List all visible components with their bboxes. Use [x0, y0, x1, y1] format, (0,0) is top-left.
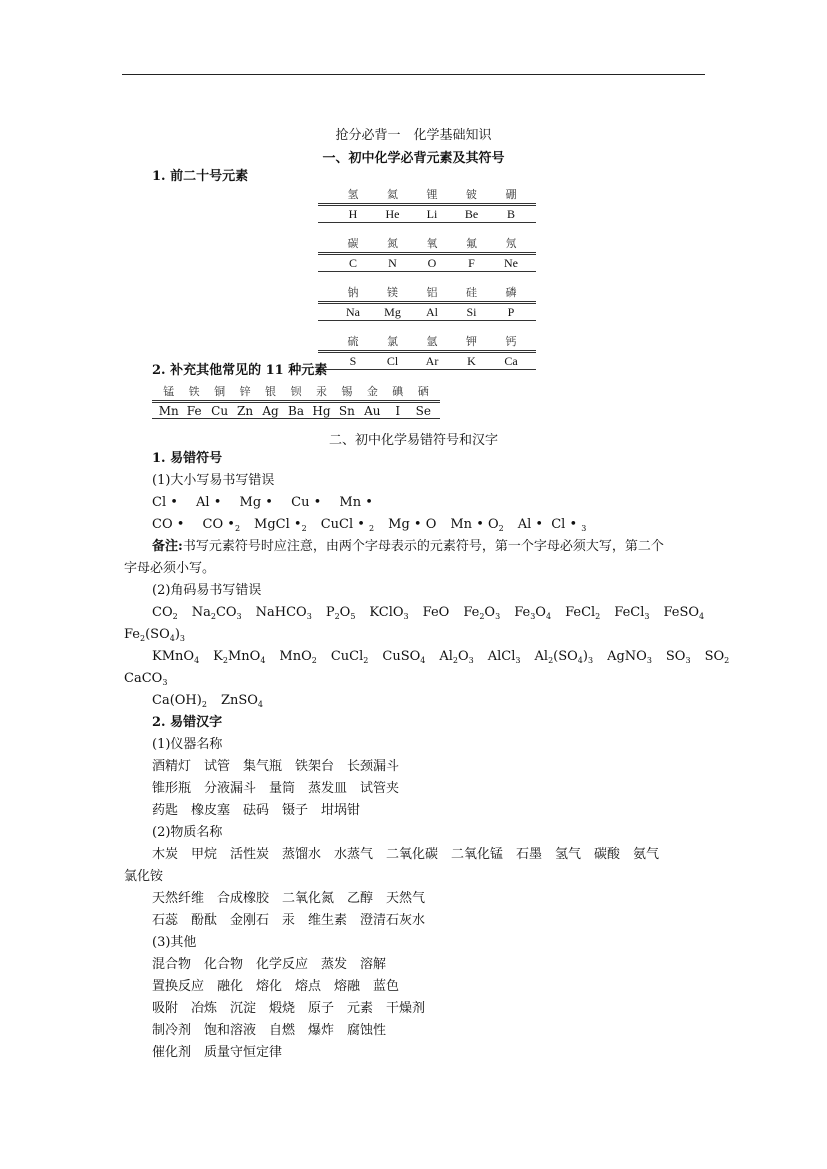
other-element-name: 银: [265, 385, 277, 398]
other-element-name: 钡: [290, 385, 302, 398]
element-name: 碳: [347, 237, 359, 250]
element-name: 氧: [426, 237, 438, 250]
other-element-symbol: Fe: [186, 404, 202, 418]
instruments-line: 酒精灯 试管 集气瓶 铁架台 长颈漏斗: [152, 759, 400, 774]
other-element-name: 汞: [315, 385, 327, 398]
element-symbol: Cl: [386, 354, 399, 368]
other-element-name: 金: [366, 385, 378, 398]
element-symbols-row: [318, 305, 536, 320]
page-title: 抢分必背一 化学基础知识: [335, 128, 492, 143]
substances-line: 石蕊 酚酞 金刚石 汞 维生素 澄清石灰水: [152, 913, 426, 928]
element-name: 硫: [347, 335, 359, 348]
section1-sub2: 2. 补充其他常见的 11 种元素: [152, 363, 328, 378]
element-symbol: S: [349, 354, 357, 368]
element-symbol: Ca: [504, 354, 518, 368]
element-names-row: [318, 186, 536, 202]
element-row-group: [318, 333, 536, 370]
element-row-group: [318, 235, 536, 272]
subscript-line-1b: $Fe_2(SO_4)_3$: [124, 627, 186, 643]
element-symbol: Al: [426, 305, 438, 319]
other-element-symbol: Ag: [262, 404, 279, 418]
substances-line: 天然纤维 合成橡胶 二氧化氮 乙醇 天然气: [152, 891, 426, 906]
case-errors-line-2: CO • CO $•_2$ MgCl $•_2$ CuCl • $_2$ Mg • O Mn • $O_2$ Al • Cl • $_3$: [152, 517, 587, 533]
element-symbol: C: [348, 256, 357, 270]
element-symbols-row: [318, 256, 536, 271]
element-symbols-row: [318, 207, 536, 222]
others-line: 制冷剂 饱和溶液 自燃 爆炸 腐蚀性: [152, 1023, 387, 1038]
others-line: 混合物 化合物 化学反应 蒸发 溶解: [152, 957, 387, 972]
other-element-name: 锰: [163, 385, 175, 398]
element-name: 锂: [426, 188, 438, 201]
element-symbol: Si: [466, 305, 477, 319]
element-name: 钾: [466, 335, 477, 348]
element-name: 氩: [426, 335, 438, 348]
element-symbol: Mg: [384, 305, 401, 319]
others-line: 吸附 冶炼 沉淀 煅烧 原子 元素 干燥剂: [152, 1001, 426, 1016]
element-row-group: [318, 186, 536, 223]
element-name: 硅: [466, 286, 477, 299]
element-table: [318, 186, 536, 370]
other-element-symbol: Se: [415, 404, 431, 418]
section1-title: 一、初中化学必背元素及其符号: [322, 151, 505, 166]
element-row-group: [318, 284, 536, 321]
other-elements-symbols: [152, 404, 440, 418]
other-element-symbol: Au: [364, 404, 381, 418]
other-element-name: 铜: [214, 385, 226, 398]
other-element-name: 碘: [392, 385, 404, 398]
element-name: 铍: [466, 188, 477, 201]
other-element-symbol: Cu: [211, 404, 229, 418]
section2-sub2: 2. 易错汉字: [152, 715, 223, 730]
section2-sub1: 1. 易错符号: [152, 451, 223, 466]
element-names-row: [318, 284, 536, 300]
element-name: 氢: [347, 188, 359, 201]
element-symbol: H: [348, 207, 358, 221]
element-name: 氮: [387, 237, 398, 250]
others-line: 置换反应 融化 熔化 熔点 熔融 蓝色: [152, 979, 400, 994]
element-symbol: Ar: [425, 354, 439, 368]
element-symbol: Li: [426, 207, 438, 221]
element-symbol: Ne: [504, 256, 518, 270]
others-title: (3)其他: [152, 935, 197, 950]
other-element-name: 锌: [239, 385, 251, 398]
subscript-line-3: $Ca(OH)_2$ ZnSO$_4$: [152, 693, 263, 709]
element-symbol: He: [385, 207, 400, 221]
element-symbol: Na: [346, 305, 360, 319]
element-name: 氯: [387, 335, 398, 348]
other-element-name: 铁: [188, 385, 200, 398]
element-name: 氖: [505, 237, 517, 250]
other-element-name: 硒: [417, 385, 429, 398]
element-name: 钠: [347, 286, 359, 299]
note-line: 备注:书写元素符号时应注意，由两个字母表示的元素符号，第一个字母必须大写，第二个: [152, 539, 664, 554]
substances-line: 氯化铵: [124, 869, 164, 884]
other-element-symbol: Hg: [312, 404, 331, 418]
element-symbol: F: [468, 256, 475, 270]
subscript-line-2: KMnO$_4$ $K_2MnO_4$ MnO$_2$ CuCl$_2$ CuSO$_4$ $Al_2O_3$ AlCl$_3$ $Al_2(SO_4)_3$ AgNO$_3$ $SO_3$ $SO_2$: [152, 649, 730, 665]
element-name: 钙: [505, 335, 517, 348]
element-name: 硼: [505, 188, 517, 201]
element-symbol: Be: [464, 207, 479, 221]
element-name: 氦: [387, 188, 398, 201]
other-elements-table: [152, 383, 440, 419]
element-name: 铝: [426, 286, 438, 299]
others-line: 催化剂 质量守恒定律: [152, 1045, 283, 1060]
element-symbol: O: [427, 256, 437, 270]
element-name: 氟: [466, 237, 477, 250]
other-element-symbol: Zn: [237, 404, 254, 418]
instruments-line: 锥形瓶 分液漏斗 量筒 蒸发皿 试管夹: [152, 781, 400, 796]
element-symbol: P: [507, 305, 515, 319]
element-symbol: N: [388, 256, 397, 270]
element-names-row: [318, 333, 536, 349]
other-elements-names: [152, 383, 440, 399]
instruments-line: 药匙 橡皮塞 砝码 镊子 坩埚钳: [152, 803, 361, 818]
instruments-title: (1)仪器名称: [152, 737, 223, 752]
note-line-2: 字母必须小写。: [124, 561, 216, 576]
p1-title: (1)大小写易书写错误: [152, 473, 275, 488]
other-element-symbol: Ba: [288, 404, 304, 418]
header-rule: [122, 74, 705, 75]
element-symbols-row: [318, 354, 536, 369]
element-symbol: B: [506, 207, 515, 221]
element-name: 镁: [387, 286, 398, 299]
other-element-symbol: Mn: [158, 404, 179, 418]
substances-line: 木炭 甲烷 活性炭 蒸馏水 水蒸气 二氧化碳 二氧化锰 石墨 氢气 碳酸 氨气: [152, 847, 660, 862]
section2-title: 二、初中化学易错符号和汉字: [328, 433, 498, 448]
element-symbol: K: [467, 354, 476, 368]
case-errors-line-1: Cl • Al • Mg • Cu • Mn •: [152, 495, 373, 510]
section1-sub1: 1. 前二十号元素: [152, 169, 249, 184]
p2-title: (2)角码易书写错误: [152, 583, 262, 598]
other-element-name: 锡: [341, 385, 353, 398]
subscript-line-1: $CO_2$ $Na_2CO_3$ NaHCO$_3$ $P_2O_5$ KClO$_3$ FeO $Fe_2O_3$ $Fe_3O_4$ FeCl$_2$ FeCl$_3$ FeSO$_4$: [152, 605, 705, 621]
other-element-symbol: Sn: [338, 404, 355, 418]
subscript-line-2b: CaCO$_3$: [124, 671, 168, 687]
substances-title: (2)物质名称: [152, 825, 223, 840]
element-names-row: [318, 235, 536, 251]
element-name: 磷: [505, 286, 517, 299]
other-element-symbol: I: [395, 404, 401, 418]
